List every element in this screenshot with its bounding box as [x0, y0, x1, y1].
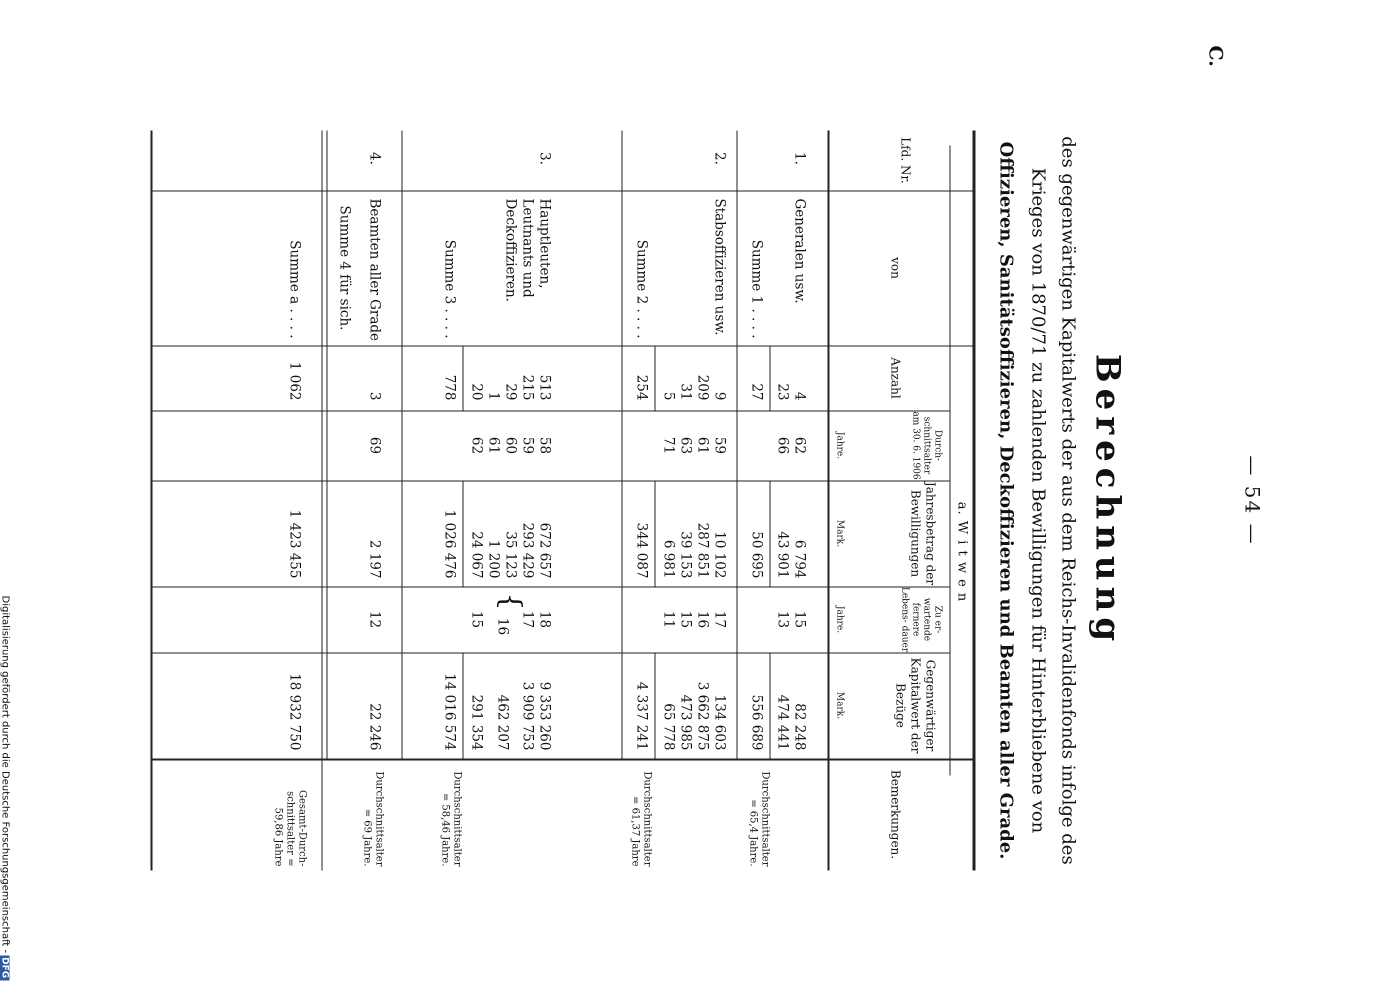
g3-r2-dauer: 17	[519, 610, 536, 629]
group-1-nr: 1.	[791, 152, 808, 165]
g4-r1-kapital: 22 246	[366, 703, 383, 751]
g2-r3-betrag: 39 153	[677, 531, 694, 579]
header-anzahl: Anzahl	[888, 357, 903, 399]
sidebar-credit	[0, 596, 11, 981]
subtitle-line-1: des gegenwärtigen Kapitalwerts der aus dem Reichs-Invalidenfonds infolge des	[1057, 136, 1079, 865]
total-betrag: 1 423 455	[286, 509, 303, 579]
g2-sum-label: Summe 2 . . . .	[633, 239, 650, 339]
header-durchschnittsalter-unit: Jahre.	[834, 431, 845, 460]
g1-sum-anzahl: 27	[748, 383, 765, 401]
g1-r1-kapital: 82 248	[791, 703, 808, 751]
g3-sum-label: Summe 3 . . . .	[441, 239, 458, 339]
header-durchschnittsalter: Durch- schnittsalter am 30. 6. 1906	[910, 411, 943, 480]
group-2-label: Stabsoffizieren usw.	[711, 198, 728, 336]
group-4-label: Beamten aller Grade	[366, 198, 383, 341]
g1-r1-alter: 62	[791, 436, 808, 455]
g2-r2-betrag: 287 851	[694, 522, 711, 579]
section-label: a. W i t w e n	[954, 501, 970, 603]
g2-sum-rule-betrag	[655, 481, 656, 587]
sidebar-credit-text: Digitalisierung gefördert durch die Deutsche Forschungsgemeinschaft -	[0, 595, 11, 954]
g3-sum-anzahl: 778	[441, 374, 458, 401]
g2-r3-dauer: 15	[677, 610, 694, 629]
g2-r3-alter: 63	[677, 436, 694, 455]
total-remark: Gesamt-Durch- schnittsalter = 59,86 Jahre	[272, 789, 308, 867]
page-title: Berechnung	[1087, 353, 1128, 648]
g4-r1-alter: 69	[366, 436, 383, 455]
g2-remark: Durchschnittsalter = 61,37 Jahre	[629, 771, 653, 867]
g3-r4-betrag: 1 200	[485, 539, 502, 579]
g2-r1-betrag: 10 102	[711, 531, 728, 579]
g3-r2-kapital: 3 909 753	[519, 681, 536, 751]
g2-sum-kapital: 4 337 241	[633, 681, 650, 751]
g3-r4-anzahl: 1	[485, 391, 502, 401]
header-kapitalwert: Gegenwärtiger Kapitalwert der Bezüge	[893, 657, 938, 754]
group-2-nr: 2.	[711, 152, 728, 165]
section-rule	[950, 146, 951, 776]
g3-r4-dauer: 16	[494, 617, 511, 636]
g1-sum-kapital: 556 689	[748, 694, 765, 751]
header-lfd-nr: Lfd. Nr.	[898, 137, 913, 184]
g2-sum-rule-kapital	[655, 653, 656, 759]
g2-r1-alter: 59	[711, 436, 728, 455]
total-top-rule	[322, 131, 323, 871]
g1-r2-anzahl: 23	[774, 383, 791, 401]
g2-sum-anzahl: 254	[633, 374, 650, 401]
g1-bottom-rule	[737, 131, 738, 759]
g3-sum-betrag: 1 026 476	[441, 509, 458, 579]
g1-sum-rule-kapital	[770, 653, 771, 759]
g2-r2-anzahl: 209	[694, 374, 711, 401]
g3-r3-anzahl: 29	[502, 383, 519, 401]
g2-r4-alter: 71	[660, 436, 677, 455]
g3-r1-betrag: 672 657	[536, 522, 553, 579]
g1-sum-label: Summe 1 . . . .	[748, 239, 765, 339]
g2-r3-kapital: 473 985	[677, 694, 694, 751]
total-label: Summe a . . . .	[286, 240, 303, 339]
g3-r1-anzahl: 513	[536, 374, 553, 401]
subtitle-line-3: Offizieren, Sanitätsoffizieren, Deckoffizieren und Beamten aller Grade.	[995, 141, 1017, 860]
group-3-label: Hauptleuten, Leutnants und Deckoffizieren.	[502, 198, 553, 302]
g3-r2-alter: 59	[519, 436, 536, 455]
g4-remark: Durchschnittsalter = 69 Jahre.	[361, 771, 385, 867]
g2-r4-dauer: 11	[660, 610, 677, 629]
g3-r1-alter: 58	[536, 436, 553, 455]
g4-bottom-rule	[327, 131, 328, 759]
g1-r2-betrag: 43 901	[774, 531, 791, 579]
page-number: — 54 —	[1240, 455, 1265, 546]
g2-r4-betrag: 6 981	[660, 539, 677, 579]
header-jahresbetrag: Jahresbetrag der Bewilligungen	[908, 481, 938, 586]
header-lebensdauer-unit: Jahre.	[834, 605, 845, 634]
g3-r3-alter: 60	[502, 436, 519, 455]
group-3-nr: 3.	[536, 152, 553, 165]
g3-r5-dauer: 15	[468, 610, 485, 629]
g2-sum-rule-anzahl	[655, 346, 656, 411]
group-1-label: Generalen usw.	[791, 198, 808, 304]
g3-r3-betrag: 35 123	[502, 531, 519, 579]
page-mark: C.	[1204, 45, 1227, 67]
g1-r1-dauer: 15	[791, 610, 808, 629]
g2-sum-betrag: 344 087	[633, 522, 650, 579]
g2-r4-anzahl: 5	[660, 391, 677, 401]
g3-r5-anzahl: 20	[468, 383, 485, 401]
g2-r1-anzahl: 9	[711, 391, 728, 401]
document-page	[0, 1, 1383, 1001]
g3-r1-dauer: 18	[536, 610, 553, 629]
g1-r2-alter: 66	[774, 436, 791, 455]
g1-r1-anzahl: 4	[791, 391, 808, 401]
g3-r5-kapital: 291 354	[468, 694, 485, 751]
g2-bottom-rule	[622, 131, 623, 759]
group-4-nr: 4.	[366, 152, 383, 165]
header-jahresbetrag-unit: Mark.	[834, 519, 845, 548]
g1-r2-kapital: 474 441	[774, 694, 791, 751]
g4-sum-label: Summe 4 für sich.	[336, 205, 353, 331]
col-rule-1	[153, 191, 976, 192]
g2-r1-kapital: 134 603	[711, 694, 728, 751]
g1-r2-dauer: 13	[774, 610, 791, 629]
g3-r4-kapital: 462 207	[494, 694, 511, 751]
total-anzahl: 1 062	[286, 361, 303, 401]
g3-sum-kapital: 14 016 574	[441, 673, 458, 751]
g1-remark: Durchschnittsalter = 65,4 Jahre.	[747, 771, 771, 867]
subtitle-line-2: Krieges von 1870/71 zu zahlenden Bewilligungen für Hinterbliebene von	[1027, 167, 1049, 834]
total-kapital: 18 932 750	[286, 673, 303, 751]
g4-r1-anzahl: 3	[366, 391, 383, 401]
g3-r2-betrag: 293 429	[519, 522, 536, 579]
g1-sum-rule-anzahl	[770, 346, 771, 411]
g4-r1-betrag: 2 197	[366, 539, 383, 579]
header-lebensdauer: Zu er- wartende fernere Lebens- dauer	[899, 586, 943, 653]
g3-r2-anzahl: 215	[519, 374, 536, 401]
g4-r1-dauer: 12	[366, 610, 383, 629]
g2-r2-kapital: 3 662 875	[694, 681, 711, 751]
g3-bottom-rule	[402, 131, 403, 759]
g2-r2-dauer: 16	[694, 610, 711, 629]
dfg-badge: DFG	[0, 957, 10, 979]
g2-r2-alter: 61	[694, 436, 711, 455]
g1-sum-rule-betrag	[770, 481, 771, 587]
g3-sum-rule-anzahl	[463, 346, 464, 411]
g3-remark: Durchschnittsalter = 58,46 Jahre.	[439, 771, 463, 867]
col-rule-7	[153, 759, 976, 761]
header-kapitalwert-unit: Mark.	[834, 691, 845, 720]
g3-r4-alter: 61	[485, 436, 502, 455]
g3-sum-rule-betrag	[463, 481, 464, 587]
g3-r5-betrag: 24 067	[468, 531, 485, 579]
g3-r1-kapital: 9 353 260	[536, 681, 553, 751]
header-bemerkungen: Bemerkungen.	[888, 769, 903, 860]
g2-r1-dauer: 17	[711, 610, 728, 629]
g3-brace: {	[494, 592, 528, 611]
header-von: von	[888, 257, 903, 279]
g3-sum-rule-kapital	[463, 653, 464, 759]
g1-sum-betrag: 50 695	[748, 531, 765, 579]
g2-r3-anzahl: 31	[677, 383, 694, 401]
g1-r1-betrag: 6 794	[791, 539, 808, 579]
g2-r4-kapital: 65 778	[660, 703, 677, 751]
g3-r5-alter: 62	[468, 436, 485, 455]
col-rule-2	[153, 346, 976, 347]
